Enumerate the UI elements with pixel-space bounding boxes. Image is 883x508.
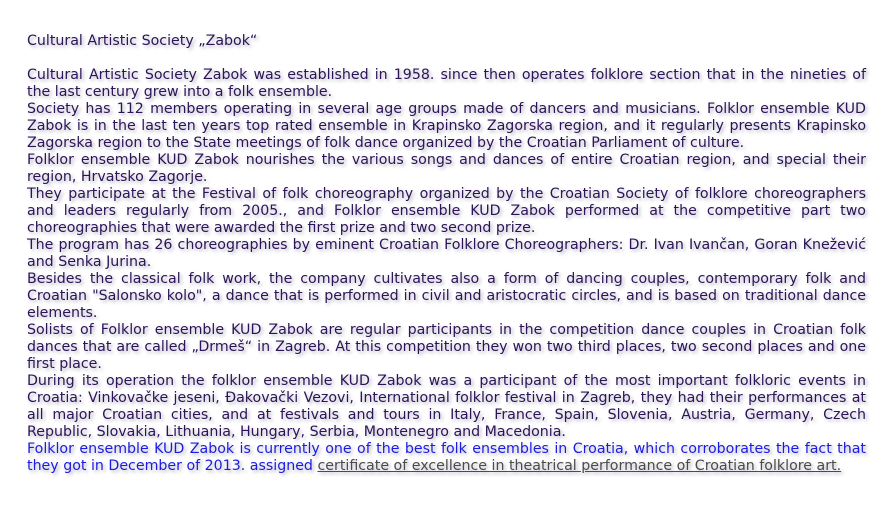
page-title: Cultural Artistic Society „Zabok“ [27,33,258,49]
paragraph-certificate [27,441,866,475]
paragraph-solists: Solists of Folklor ensemble KUD Zabok are regular participants in the competition dance couples in Croatian folk dances that are called „Drmeš“ in Zagreb. At this competition they won two third places, two second places and one first place. [27,322,866,372]
paragraph-choreographers: The program has 26 choreographies by eminent Croatian Folklore Choreographers: Dr. Ivan Ivančan, Goran Knežević and Senka Jurina. [27,237,866,270]
paragraph-members: Society has 112 members operating in several age groups made of dancers and musicians. Folklor ensemble KUD Zabok is in the last ten years top rated ensemble in Krapinsko Zagorska region, and it regularly presents Krapinsko Zagorska region to the State meetings of folk dance organized by the Croatian Parliament of culture. [27,101,866,151]
certificate-text: Folklor ensemble KUD Zabok is currently one of the best folk ensembles in Croatia, which corroborates the fact that they got in December of 2013. assigned [27,441,866,474]
article [27,33,866,475]
paragraph-festival: They participate at the Festival of folk choreography organized by the Croatian Society of folklore choreographers and leaders regularly from 2005., and Folklor ensemble KUD Zabok performed at the competitive part two choreographies that were awarded the first prize and two second prize. [27,186,866,236]
paragraph-repertoire: Folklor ensemble KUD Zabok nourishes the various songs and dances of entire Croatian region, and special their region, Hrvatsko Zagorje. [27,152,866,185]
paragraph-establishment: Cultural Artistic Society Zabok was established in 1958. since then operates folklore section that in the nineties of the last century grew into a folk ensemble. [27,67,866,100]
paragraph-dancing-couples: Besides the classical folk work, the company cultivates also a form of dancing couples, contemporary folk and Croatian "Salonsko kolo", a dance that is performed in civil and aristocratic circles, and is based on traditional dance elements. [27,271,866,321]
paragraph-events: During its operation the folklor ensemble KUD Zabok was a participant of the most important folkloric events in Croatia: Vinkovačke jeseni, Đakovački Vezovi, International folklor festival in Zagreb, they had their performances at all major Croatian cities, and at festivals and tours in Italy, France, Spain, Slovenia, Austria, Germany, Czech Republic, Slovakia, Lithuania, Hungary, Serbia, Montenegro and Macedonia. [27,373,866,440]
certificate-link[interactable]: certificate of excellence in theatrical performance of Croatian folklore art. [317,458,842,474]
